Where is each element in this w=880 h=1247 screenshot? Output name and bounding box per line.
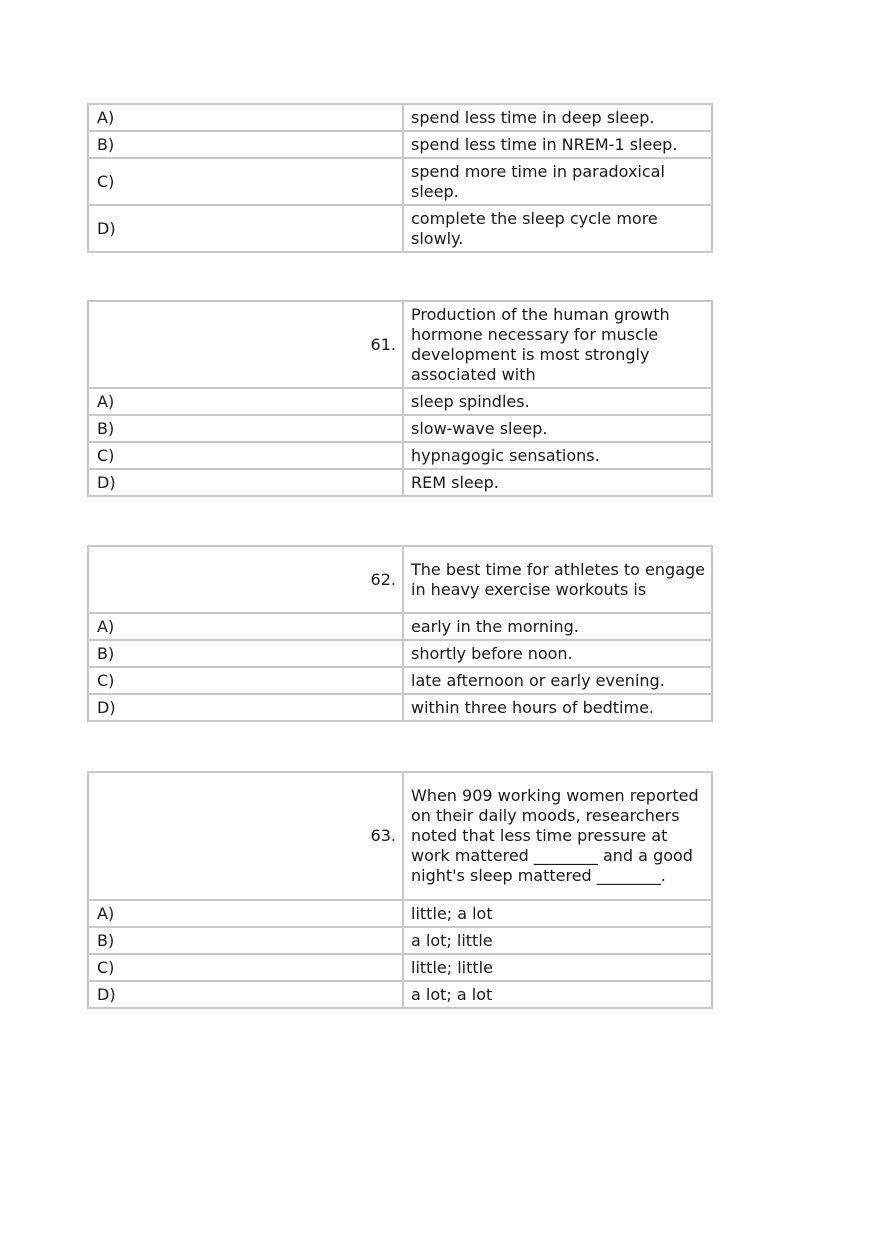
option-text: spend less time in deep sleep. <box>403 104 712 131</box>
option-row <box>88 469 712 496</box>
question-number: 62. <box>88 546 403 613</box>
option-text: hypnagogic sensations. <box>403 442 712 469</box>
option-row <box>88 900 712 927</box>
question-table-63 <box>87 771 713 1009</box>
option-text: slow-wave sleep. <box>403 415 712 442</box>
option-row <box>88 388 712 415</box>
option-letter: B) <box>88 640 403 667</box>
option-text: late afternoon or early evening. <box>403 667 712 694</box>
option-letter: A) <box>88 104 403 131</box>
option-row <box>88 158 712 205</box>
question-row <box>88 772 712 900</box>
option-text: spend less time in NREM-1 sleep. <box>403 131 712 158</box>
question-text: When 909 working women reported on their daily moods, researchers noted that less time pressure at work mattered ________ and a good night's sleep mattered ________. <box>403 772 712 900</box>
option-text: a lot; a lot <box>403 981 712 1008</box>
option-letter: A) <box>88 388 403 415</box>
option-text: a lot; little <box>403 927 712 954</box>
option-letter: D) <box>88 205 403 252</box>
option-text: little; little <box>403 954 712 981</box>
question-number: 63. <box>88 772 403 900</box>
option-letter: D) <box>88 469 403 496</box>
option-row <box>88 442 712 469</box>
option-row <box>88 205 712 252</box>
option-row <box>88 981 712 1008</box>
option-row <box>88 694 712 721</box>
option-row <box>88 927 712 954</box>
option-row <box>88 104 712 131</box>
question-row <box>88 301 712 388</box>
option-letter: A) <box>88 900 403 927</box>
option-text: spend more time in paradoxical sleep. <box>403 158 712 205</box>
option-row <box>88 640 712 667</box>
option-text: complete the sleep cycle more slowly. <box>403 205 712 252</box>
option-letter: B) <box>88 131 403 158</box>
option-row <box>88 613 712 640</box>
question-table-61 <box>87 300 713 497</box>
option-text: shortly before noon. <box>403 640 712 667</box>
question-text: The best time for athletes to engage in heavy exercise workouts is <box>403 546 712 613</box>
option-row <box>88 954 712 981</box>
option-text: little; a lot <box>403 900 712 927</box>
option-letter: B) <box>88 927 403 954</box>
option-letter: D) <box>88 694 403 721</box>
option-letter: D) <box>88 981 403 1008</box>
option-text: sleep spindles. <box>403 388 712 415</box>
option-text: within three hours of bedtime. <box>403 694 712 721</box>
question-table-60-continued <box>87 103 713 253</box>
option-row <box>88 667 712 694</box>
option-letter: A) <box>88 613 403 640</box>
question-table-62 <box>87 545 713 722</box>
option-row <box>88 415 712 442</box>
option-text: REM sleep. <box>403 469 712 496</box>
question-row <box>88 546 712 613</box>
option-letter: C) <box>88 442 403 469</box>
option-letter: C) <box>88 954 403 981</box>
option-letter: C) <box>88 667 403 694</box>
option-letter: B) <box>88 415 403 442</box>
option-text: early in the morning. <box>403 613 712 640</box>
option-row <box>88 131 712 158</box>
question-text: Production of the human growth hormone necessary for muscle development is most strongly associated with <box>403 301 712 388</box>
option-letter: C) <box>88 158 403 205</box>
question-number: 61. <box>88 301 403 388</box>
